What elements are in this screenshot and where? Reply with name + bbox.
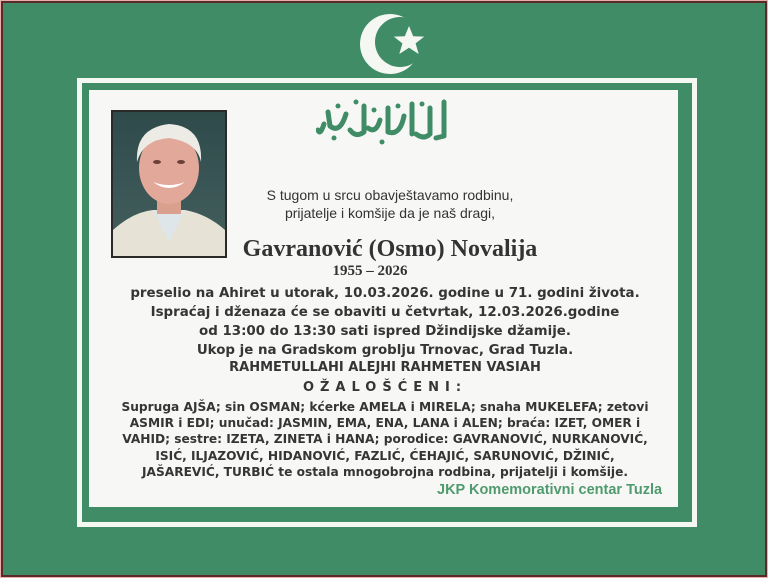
body-line-time-place: od 13:00 do 13:30 sati ispred Džindijske džamije.	[199, 324, 571, 339]
notice-body	[100, 284, 670, 360]
mourners-heading: OŽALOŠĆENI:	[302, 380, 468, 395]
prayer-line: RAHMETULLAHI ALEJHI RAHMETEN VASIAH	[229, 360, 541, 375]
body-line-burial: Ukop je na Gradskom groblju Trnovac, Grad Tuzla.	[196, 343, 574, 358]
body-line-funeral: Ispraćaj i dženaza će se obaviti u četvrtak, 12.03.2026.godine	[150, 305, 620, 320]
mourners-line: VAHID; sestre: IZETA, ZINETA i HANA; porodice: GAVRANOVIĆ, NURKANOVIĆ,	[122, 432, 648, 447]
mourners-list	[100, 399, 670, 480]
deceased-name: Gavranović (Osmo) Novalija	[242, 236, 538, 262]
intro-text	[240, 186, 540, 222]
life-years: 1955 – 2026	[332, 263, 408, 279]
mourners-line: ISIĆ, ILJAZOVIĆ, HIDANOVIĆ, FAZLIĆ, ĆEHAJIĆ, SARUNOVIĆ, DŽINIĆ,	[155, 448, 615, 463]
intro-line-1: S tugom u srcu obavještavamo rodbinu,	[266, 187, 514, 203]
publisher-credit: JKP Komemorativni centar Tuzla	[437, 482, 663, 498]
mourners-line: JAŠAREVIĆ, TURBIĆ te ostala mnogobrojna rodbina, prijatelji i komšije.	[142, 464, 628, 479]
body-line-passing: preselio na Ahiret u utorak, 10.03.2026. godine u 71. godini života.	[130, 286, 640, 301]
intro-line-2: prijatelje i komšije da je naš dragi,	[284, 205, 496, 221]
portrait-image	[113, 112, 225, 256]
arabic-calligraphy-icon	[316, 94, 456, 150]
crescent-star-icon	[359, 11, 431, 77]
mourners-line: ASMIR i EDI; unučad: JASMIN, EMA, ENA, LANA i ALEN; braća: IZET, OMER i	[129, 416, 641, 431]
mourners-line: Supruga AJŠA; sin OSMAN; kćerke AMELA i MIRELA; snaha MUKELEFA; zetovi	[121, 400, 649, 414]
